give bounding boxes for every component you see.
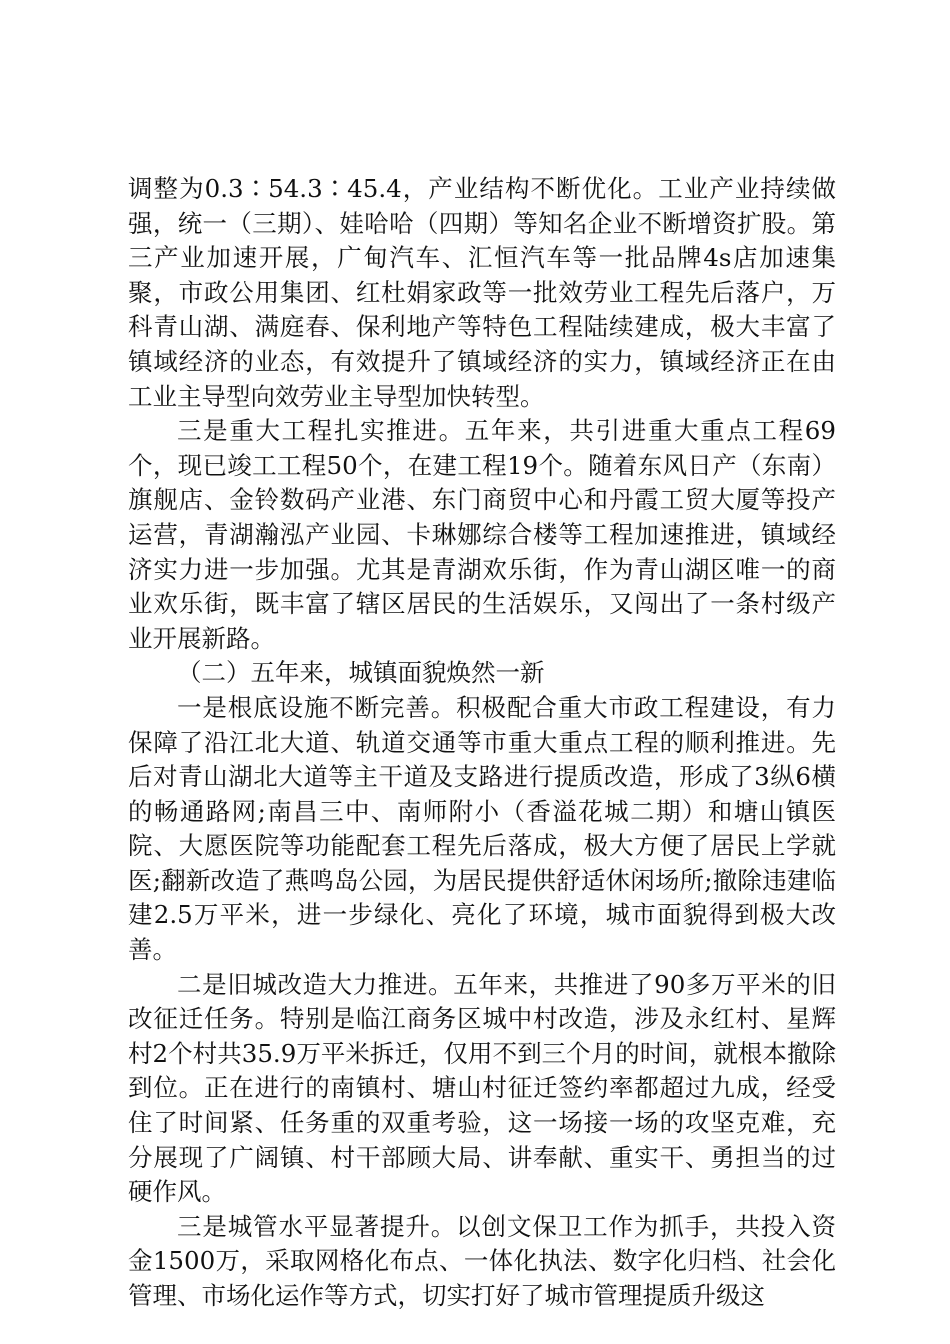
- section-heading-town-appearance: （二）五年来，城镇面貌焕然一新: [177, 658, 545, 688]
- paragraph-city-management: 三是城管水平显著提升。以创文保卫工作为抓手，共投入资金1500万，采取网格化布点、一体化执法、数字化归档、社会化管理、市场化运作等方式，切实打好了城市管理提质升级这: [128, 1211, 836, 1310]
- document-body: [128, 172, 836, 1314]
- paragraph-old-city-renovation: 二是旧城改造大力推进。五年来，共推进了90多万平米的旧改征迁任务。特别是临江商务区城中村改造，涉及永红村、星辉村2个村共35.9万平米拆迁，仅用不到三个月的时间，就根本撤除到位。正在进行的南镇村、塘山村征迁签约率都超过九成，经受住了时间紧、任务重的双重考验，这一场接一场的攻坚克难，充分展现了广阔镇、村干部顾大局、讲奉献、重实干、勇担当的过硬作风。: [128, 969, 836, 1207]
- paragraph-infrastructure: 一是根底设施不断完善。积极配合重大市政工程建设，有力保障了沿江北大道、轨道交通等市重大重点工程的顺利推进。先后对青山湖北大道等主干道及支路进行提质改造，形成了3纵6横的畅通路网;南昌三中、南师附小（香溢花城二期）和塘山镇医院、大愿医院等功能配套工程先后落成，极大方便了居民上学就医;翻新改造了燕鸣岛公园，为居民提供舒适休闲场所;撤除违建临建2.5万平米，进一步绿化、亮化了环境，城市面貌得到极大改善。: [128, 692, 836, 965]
- paragraph-major-projects: 三是重大工程扎实推进。五年来，共引进重大重点工程69个，现已竣工工程50个，在建工程19个。随着东风日产（东南）旗舰店、金铃数码产业港、东门商贸中心和丹霞工贸大厦等投产运营，青湖瀚泓产业园、卡琳娜综合楼等工程加速推进，镇域经济实力进一步加强。尤其是青湖欢乐街，作为青山湖区唯一的商业欢乐街，既丰富了辖区居民的生活娱乐，又闯出了一条村级产业开展新路。: [128, 416, 836, 653]
- paragraph-industry-structure: 调整为0.3∶54.3∶45.4，产业结构不断优化。工业产业持续做强，统一（三期）、娃哈哈（四期）等知名企业不断增资扩股。第三产业加速开展，广甸汽车、汇恒汽车等一批品牌4s店加速集聚，市政公用集团、红杜娟家政等一批效劳业工程先后落户，万科青山湖、满庭春、保利地产等特色工程陆续建成，极大丰富了镇域经济的业态，有效提升了镇域经济的实力，镇域经济正在由工业主导型向效劳业主导型加快转型。: [128, 174, 836, 411]
